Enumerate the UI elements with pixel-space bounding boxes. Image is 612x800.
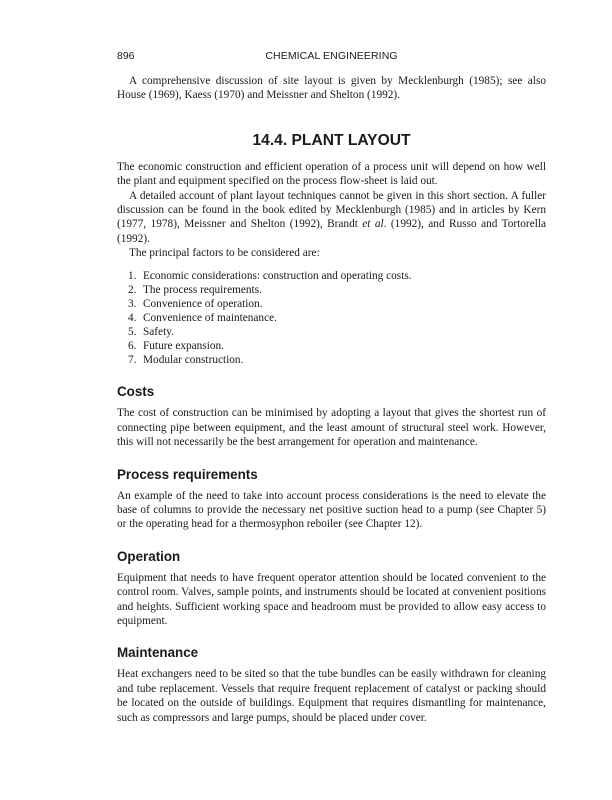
list-item-text: Economic considerations: construction and operating costs.: [143, 269, 412, 282]
running-title: CHEMICAL ENGINEERING: [265, 50, 398, 62]
maintenance-paragraph: Heat exchangers need to be sited so that the tube bundles can be easily withdrawn for cleaning and tube replacement. Vessels that require frequent replacement of catalyst or packing should be located on the outside of buildings. Equipment that requires dismantling for maintenance, such as compressors and large pumps, should be placed under cover.: [117, 668, 546, 724]
maintenance-heading: Maintenance: [117, 645, 199, 661]
list-item: [117, 283, 546, 297]
list-item-text: Modular construction.: [143, 354, 244, 367]
list-item: [117, 353, 546, 367]
section-paragraph-2: [117, 189, 546, 247]
list-item: [117, 311, 546, 325]
intro-paragraph: A comprehensive discussion of site layout is given by Mecklenburgh (1985); see also House (1969), Kaess (1970) and Meissner and Shelton (1992).: [117, 75, 546, 102]
section-paragraph-3: The principal factors to be considered are:: [129, 247, 320, 260]
section-title: 14.4. PLANT LAYOUT: [252, 131, 411, 149]
section-paragraph-1: The economic construction and efficient operation of a process unit will depend on how well the plant and equipment specified on the process flow-sheet is laid out.: [117, 160, 546, 188]
book-page: [117, 50, 546, 725]
list-item: [117, 297, 546, 311]
list-item-number: 7.: [128, 354, 137, 367]
list-item-text: The process requirements.: [143, 283, 262, 296]
process-requirements-heading: Process requirements: [117, 466, 258, 482]
factors-list: [117, 269, 546, 368]
paragraph-2-text: A detailed account of plant layout techniques cannot be given in this short section. A fuller discussion can be found in the book edited by Mecklenburgh (1985) and in articles by Kern (1977, 1978), Meissner and Shelton (1992), Brandt: [117, 189, 546, 231]
list-item: [117, 339, 546, 353]
list-item-text: Safety.: [143, 326, 174, 339]
operation-paragraph: Equipment that needs to have frequent operator attention should be located convenient to the control room. Valves, sample points, and instruments should be located at convenient positions and heights. Sufficient working space and headroom must be provided to allow easy access to equipment.: [117, 571, 546, 627]
costs-paragraph: The cost of construction can be minimised by adopting a layout that gives the shortest run of connecting pipe between equipment, and the least amount of structural steel work. However, this will not necessarily be the best arrangement for operation and maintenance.: [117, 407, 546, 449]
et-al-italic: et al: [362, 218, 384, 231]
list-item-number: 1.: [128, 269, 137, 282]
list-item: [117, 269, 546, 283]
list-item-number: 5.: [128, 326, 137, 339]
list-item-number: 4.: [128, 311, 137, 324]
list-item-text: Convenience of operation.: [143, 297, 263, 310]
list-item-number: 2.: [128, 283, 137, 296]
operation-heading: Operation: [117, 548, 181, 564]
list-item-text: Convenience of maintenance.: [143, 311, 277, 324]
list-item-number: 3.: [128, 297, 137, 310]
list-item-text: Future expansion.: [143, 340, 224, 353]
process-requirements-paragraph: An example of the need to take into account process considerations is the need to elevate the base of columns to provide the necessary net positive suction head to a pump (see Chapter 5) or the operating head for a thermosyphon reboiler (see Chapter 12).: [117, 489, 546, 531]
list-item-number: 6.: [128, 340, 137, 353]
page-number: 896: [117, 50, 135, 62]
list-item: [117, 325, 546, 339]
costs-heading: Costs: [117, 384, 155, 400]
running-header: [117, 50, 546, 64]
paragraph-2-text-end: . (1992), and Russo and Tortorella (1992).: [117, 218, 546, 245]
